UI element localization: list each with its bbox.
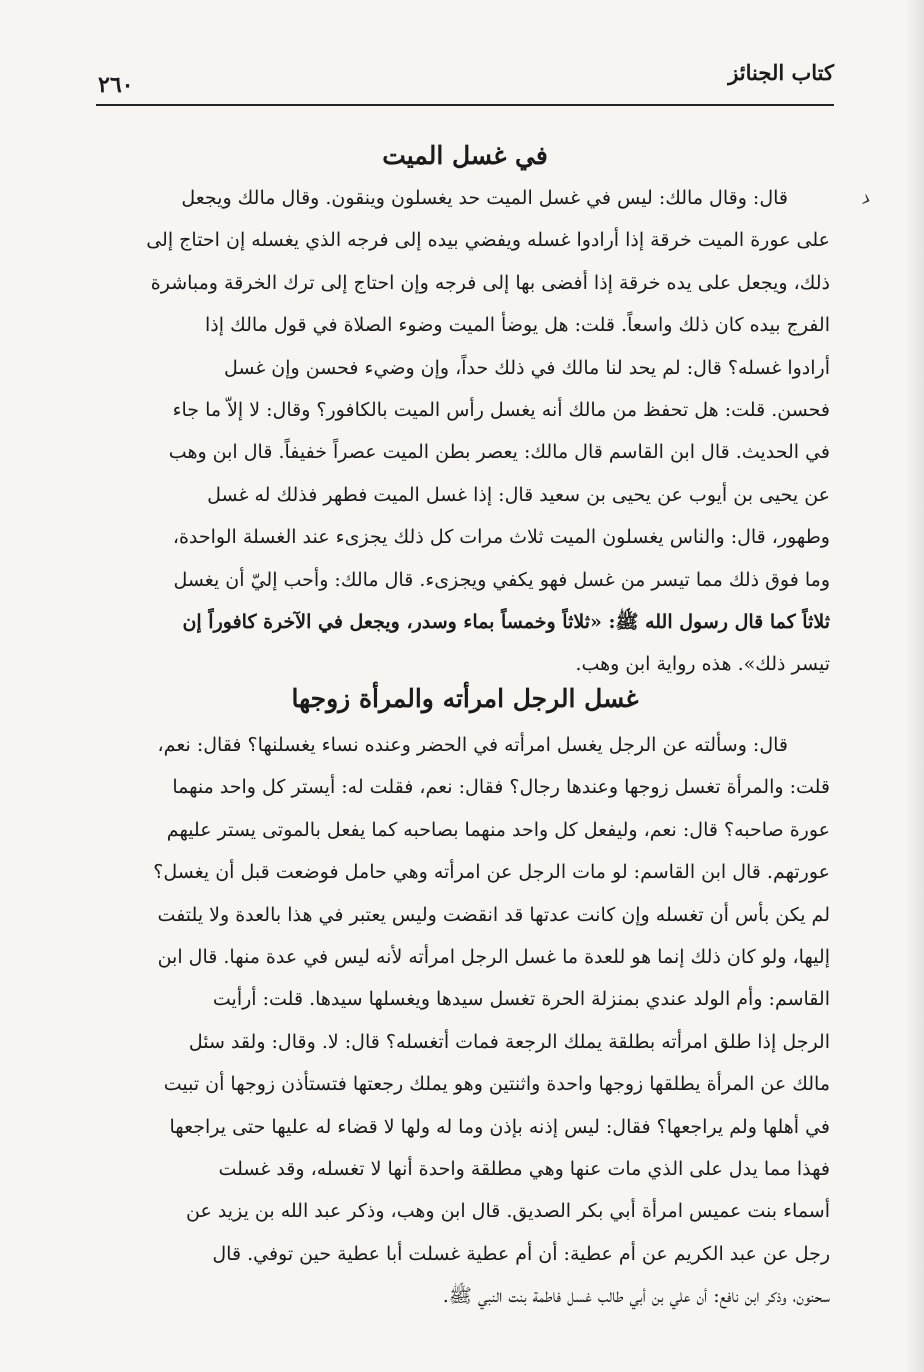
text-line: قال: وسألته عن الرجل يغسل امرأته في الحضر وعنده نساء يغسلنها؟ فقال: نعم، — [157, 734, 788, 756]
text-line: سحنون، وذكر ابن نافع: أن علي بن أبي طالب غسل فاطمة بنت النبي ﷺ. — [442, 1285, 830, 1308]
text-line: الفرج بيده كان ذلك واسعاً. قلت: هل يوضأ الميت وضوء الصلاة في قول مالك إذا — [205, 314, 830, 337]
text-line: فحسن. قلت: هل تحفظ من مالك أنه يغسل رأس الميت بالكافور؟ وقال: لا إلاّ ما جاء — [172, 399, 830, 422]
section-body-spouses-washing — [100, 724, 830, 1318]
text-line: لم يكن بأس أن تغسله وإن كانت عدتها قد انقضت وليس يعتبر في هذا بالعدة ولا يلتفت — [157, 903, 830, 926]
text-line: في أهلها ولم يراجعها؟ فقال: ليس إذنه بإذن وما له ولها لا قضاء له عليها حتى يراجعها — [169, 1115, 830, 1138]
text-line: فهذا مما يدل على الذي مات عنها وهي مطلقة واحدة أنها لا تغسله، وقد غسلت — [218, 1158, 830, 1181]
scan-shadow — [906, 0, 924, 1372]
margin-mark: ‹ — [857, 184, 877, 214]
text-line: قلت: والمرأة تغسل زوجها وعندها رجال؟ فقال: نعم، فقلت له: أيستر كل واحد منهما — [172, 776, 830, 799]
text-line: وطهور، قال: والناس يغسلون الميت ثلاث مرات كل ذلك يجزىء عند الغسلة الواحدة، — [172, 526, 830, 549]
text-line: مالك عن المرأة يطلقها زوجها واحدة واثنتين وهو يملك رجعتها فتستأذن زوجها أن تبيت — [163, 1073, 830, 1096]
text-line: عورة صاحبه؟ قال: نعم، وليفعل كل واحد منهما بصاحبه كما يفعل بالموتى يستر عليهم — [166, 818, 830, 841]
text-line: إليها، ولو كان ذلك إنما هو للعدة ما غسل الرجل امرأته لأنه ليس في عدة منها. قال ابن — [157, 946, 830, 969]
section-title-spouses-washing: غسل الرجل امرأته والمرأة زوجها — [291, 683, 639, 713]
text-line: الرجل إذا طلق امرأته بطلقة يملك الرجعة فمات أتغسله؟ قال: لا. وقال: ولقد سئل — [188, 1030, 830, 1053]
text-line: تيسر ذلك». هذه رواية ابن وهب. — [575, 653, 830, 676]
text-line: ذلك، ويجعل على يده خرقة إذا أفضى بها إلى فرجه وإن احتاج إلى ترك الخرقة ومباشرة — [150, 271, 830, 294]
text-line: وما فوق ذلك مما تيسر من غسل فهو يكفي ويجزىء. قال مالك: وأحب إليّ أن يغسل — [173, 568, 830, 591]
running-header — [96, 58, 834, 106]
section-body-washing-dead — [100, 177, 830, 686]
page-number: ٢٦٠ — [98, 72, 134, 98]
text-line: أرادوا غسله؟ قال: لم يحد لنا مالك في ذلك حداً، وإن وضيء فحسن وإن غسل — [223, 356, 830, 379]
text-line: أسماء بنت عميس امرأة أبي بكر الصديق. قال ابن وهب، وذكر عبد الله بن يزيد عن — [185, 1200, 830, 1223]
hadith-line: ثلاثاً كما قال رسول الله ﷺ: «ثلاثاً وخمساً بماء وسدر، ويجعل في الآخرة كافوراً إن — [182, 611, 830, 634]
text-line: عن يحيى بن أيوب عن يحيى بن سعيد قال: إذا غسل الميت فطهر فذلك له غسل — [207, 483, 830, 506]
text-line: في الحديث. قال ابن القاسم قال مالك: يعصر بطن الميت عصراً خفيفاً. قال ابن وهب — [168, 441, 830, 464]
text-line: على عورة الميت خرقة إذا أرادوا غسله ويفضي بيده إلى فرجه الذي يغسله إن احتاج إلى — [146, 229, 830, 252]
section-title-washing-dead: في غسل الميت — [382, 140, 548, 170]
text-line: قال: وقال مالك: ليس في غسل الميت حد يغسلون وينقون. وقال مالك ويجعل — [181, 187, 788, 209]
book-section-title: كتاب الجنائز — [728, 60, 834, 85]
text-line: القاسم: وأم الولد عندي بمنزلة الحرة تغسل سيدها ويغسلها سيدها. قلت: أرأيت — [212, 988, 830, 1011]
text-line: رجل عن عبد الكريم عن أم عطية: أن أم عطية غسلت أبا عطية حين توفي. قال — [212, 1242, 830, 1265]
text-line: عورتهم. قال ابن القاسم: لو مات الرجل عن امرأته وهي حامل فوضعت قبل أن يغسل؟ — [153, 861, 830, 884]
